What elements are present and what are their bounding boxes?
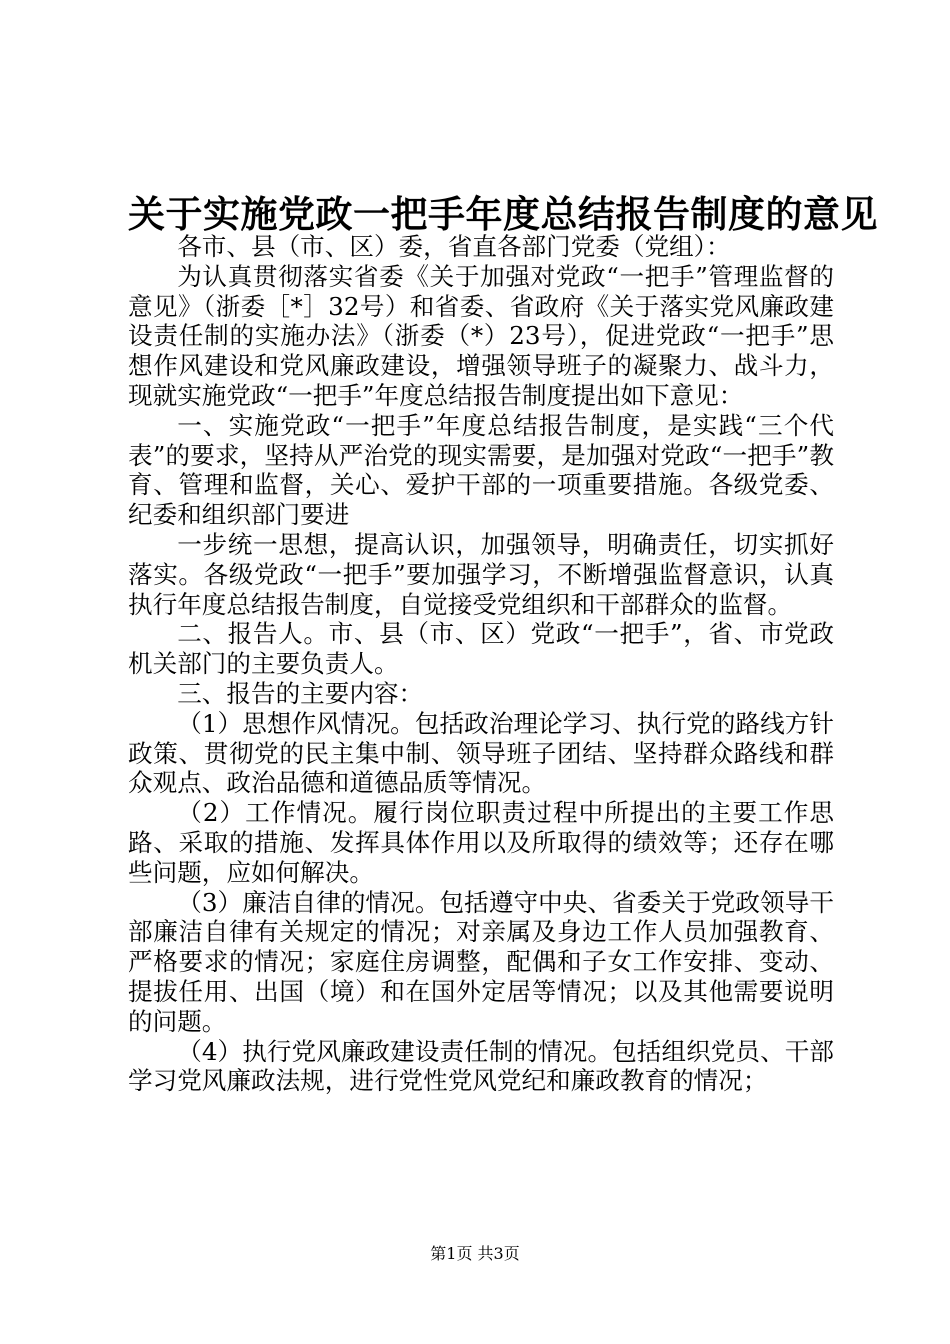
document-title: 关于实施党政一把手年度总结报告制度的意见 [128,193,878,236]
page-footer: 第1页 共3页 [430,1244,520,1263]
document-body [128,232,834,1096]
section-three-heading: 三、报告的主要内容： [177,678,424,708]
section-two-paragraph: 二、报告人。市、县（市、区）党政“一把手”，省、市党政机关部门的主要负责人。 [128,619,834,679]
item-2-paragraph: （2）工作情况。履行岗位职责过程中所提出的主要工作思路、采取的措施、发挥具体作用以及所取得的绩效等；还存在哪些问题，应如何解决。 [128,798,834,887]
salutation: 各市、县（市、区）委，省直各部门党委（党组）： [177,232,731,261]
item-1-paragraph: （1）思想作风情况。包括政治理论学习、执行党的路线方针政策、贯彻党的民主集中制、领导班子团结、坚持群众路线和群众观点、政治品德和道德品质等情况。 [128,708,834,798]
item-4-paragraph: （4）执行党风廉政建设责任制的情况。包括组织党员、干部学习党风廉政法规，进行党性党风党纪和廉政教育的情况； [128,1036,834,1096]
intro-paragraph: 为认真贯彻落实省委《关于加强对党政“一把手”管理监督的意见》（浙委［*］32号）和省委、省政府《关于落实党风廉政建设责任制的实施办法》（浙委（*）23号），促进党政“一把手”思想作风建设和党风廉政建设，增强领导班子的凝聚力、战斗力，现就实施党政“一把手”年度总结报告制度提出如下意见： [128,261,834,410]
section-one-paragraph: 一、实施党政“一把手”年度总结报告制度，是实践“三个代表”的要求，坚持从严治党的现实需要，是加强对党政“一把手”教育、管理和监督，关心、爱护干部的一项重要措施。各级党委、纪委和组织部门要进 [128,410,834,530]
item-3-paragraph: （3）廉洁自律的情况。包括遵守中央、省委关于党政领导干部廉洁自律有关规定的情况；对亲属及身边工作人员加强教育、严格要求的情况；家庭住房调整，配偶和子女工作安排、变动、提拔任用、出国（境）和在国外定居等情况；以及其他需要说明的问题。 [128,887,834,1036]
section-one-continued-paragraph: 一步统一思想，提高认识，加强领导，明确责任，切实抓好落实。各级党政“一把手”要加强学习，不断增强监督意识，认真执行年度总结报告制度，自觉接受党组织和干部群众的监督。 [128,529,834,619]
